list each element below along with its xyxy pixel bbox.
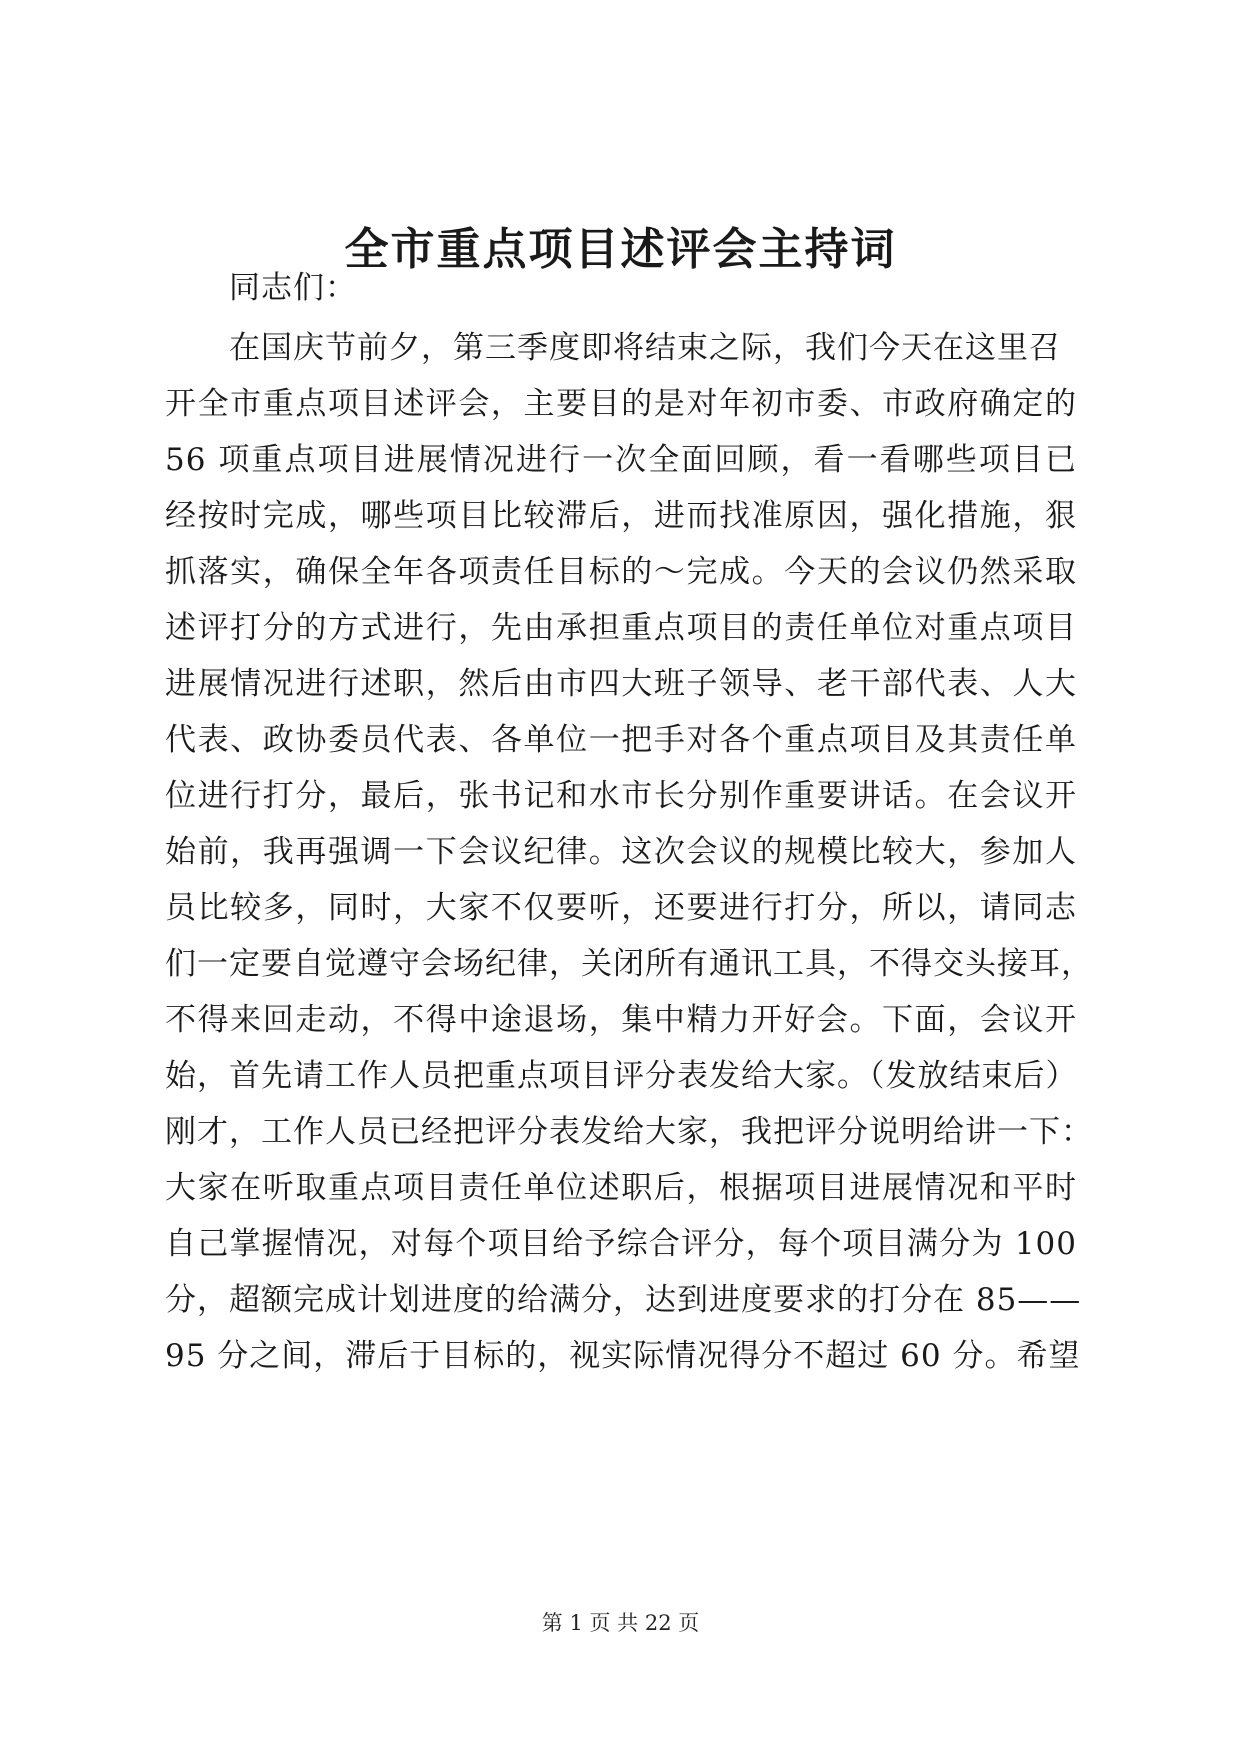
body-line: 抓落实，确保全年各项责任目标的～完成。今天的会议仍然采取 [165,554,1077,590]
body-line: 们一定要自觉遵守会场纪律，关闭所有通讯工具，不得交头接耳， [165,946,1093,982]
body-line: 位进行打分，最后，张书记和水市长分别作重要讲话。在会议开 [165,778,1077,814]
body-line: 95 分之间，滞后于目标的，视实际情况得分不超过 60 分。希望 [165,1338,1081,1374]
body-line: 始前，我再强调一下会议纪律。这次会议的规模比较大，参加人 [165,834,1077,870]
body-line: 刚才，工作人员已经把评分表发给大家，我把评分说明给讲一下： [165,1114,1093,1150]
body-line: 始，首先请工作人员把重点项目评分表发给大家。（发放结束后） [165,1058,1078,1094]
page-title: 全市重点项目述评会主持词 [344,224,897,275]
body-line: 不得来回走动，不得中途退场，集中精力开好会。下面，会议开 [165,1002,1077,1038]
body-line: 经按时完成，哪些项目比较滞后，进而找准原因，强化措施，狠 [165,498,1077,534]
body-line: 在国庆节前夕，第三季度即将结束之际，我们今天在这里召 [229,330,1061,366]
salutation: 同志们： [229,270,357,306]
body-line: 员比较多，同时，大家不仅要听，还要进行打分，所以，请同志 [165,890,1077,926]
body-line: 大家在听取重点项目责任单位述职后，根据项目进展情况和平时 [165,1170,1077,1206]
body-line: 分，超额完成计划进度的给满分，达到进度要求的打分在 85—— [165,1282,1082,1318]
body-line: 述评打分的方式进行，先由承担重点项目的责任单位对重点项目 [165,610,1077,646]
body-line: 自己掌握情况，对每个项目给予综合评分，每个项目满分为 100 [165,1226,1077,1262]
body-line: 代表、政协委员代表、各单位一把手对各个重点项目及其责任单 [165,722,1077,758]
body-line: 开全市重点项目述评会，主要目的是对年初市委、市政府确定的 [165,386,1077,422]
page-number-footer: 第 1 页 共 22 页 [541,1611,700,1635]
body-line: 进展情况进行述职，然后由市四大班子领导、老干部代表、人大 [165,666,1077,702]
body-line: 56 项重点项目进展情况进行一次全面回顾，看一看哪些项目已 [165,442,1077,478]
